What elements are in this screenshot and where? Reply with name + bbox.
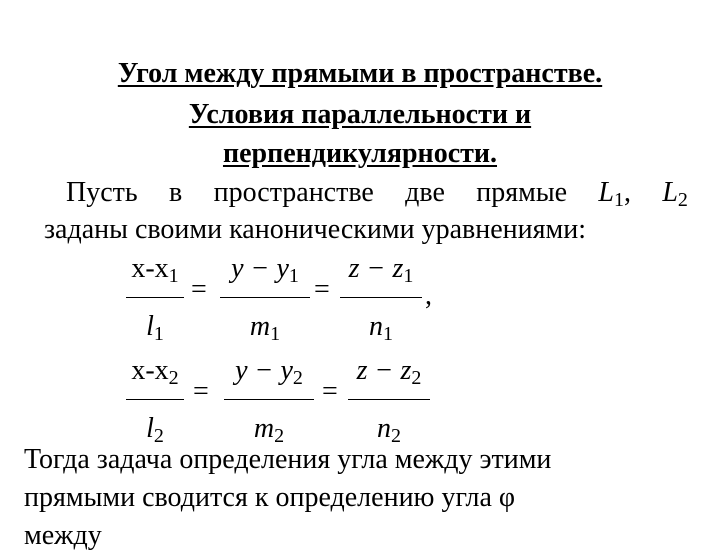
eq1-fraction-x [126, 254, 184, 349]
eq1-numerator-x: $x-x_1$ [131, 253, 179, 287]
eq2-fraction-y [224, 356, 314, 451]
eq1-denominator-y: $m_1$ [249, 311, 281, 345]
eq1-numerator-y: $y - y_1$ [231, 253, 299, 287]
eq2-fraction-bar-y [224, 399, 314, 400]
eq2-numerator-x: $x-x_2$ [131, 355, 179, 389]
eq1-fraction-bar-y [220, 297, 310, 298]
intro-line-1 [66, 177, 688, 212]
eq2-equals-2: = [322, 376, 338, 407]
conclusion-line-2: прямыми сводится к определению угла φ [24, 482, 516, 513]
eq2-fraction-z [348, 356, 430, 451]
eq1-equals-2: = [314, 274, 330, 305]
eq1-numerator-z: $z - z_1$ [348, 253, 414, 287]
intro-word: Пусть [66, 177, 138, 208]
intro-word: прямые [476, 177, 568, 208]
title-line-1: Угол между прямыми в пространстве. [117, 58, 603, 89]
conclusion-line-3: между [24, 520, 102, 551]
eq2-denominator-x: $l_2$ [146, 413, 164, 447]
eq1-trailing-comma: , [425, 280, 432, 311]
eq1-denominator-z: $n_1$ [369, 311, 393, 345]
eq2-numerator-z: $z - z_2$ [356, 355, 422, 389]
eq1-equals-1: = [191, 274, 207, 305]
eq1-fraction-bar-x [126, 297, 184, 298]
eq2-denominator-y: $m_2$ [253, 413, 285, 447]
eq2-denominator-z: $n_2$ [377, 413, 401, 447]
eq1-denominator-x: $l_1$ [146, 311, 164, 345]
eq1-fraction-y [220, 254, 310, 349]
eq2-fraction-bar-z [348, 399, 430, 400]
eq2-equals-1: = [193, 376, 209, 407]
intro-line-2: заданы своими каноническими уравнениями: [44, 214, 586, 245]
line-l2-symbol: $L_2$ [662, 177, 688, 211]
conclusion-line-1: Тогда задача определения угла между этими [24, 444, 552, 475]
intro-word: две [405, 177, 445, 208]
eq1-fraction-z [340, 254, 422, 349]
eq1-fraction-bar-z [340, 297, 422, 298]
title-line-2: Условия параллельности и [188, 99, 532, 130]
intro-word: пространстве [213, 177, 374, 208]
line-l1-symbol: $L_1$, [598, 177, 631, 211]
eq2-fraction-bar-x [126, 399, 184, 400]
title-line-3: перпендикулярности. [222, 138, 498, 169]
eq2-numerator-y: $y - y_2$ [235, 355, 303, 389]
eq2-fraction-x [126, 356, 184, 451]
intro-word: в [169, 177, 183, 208]
